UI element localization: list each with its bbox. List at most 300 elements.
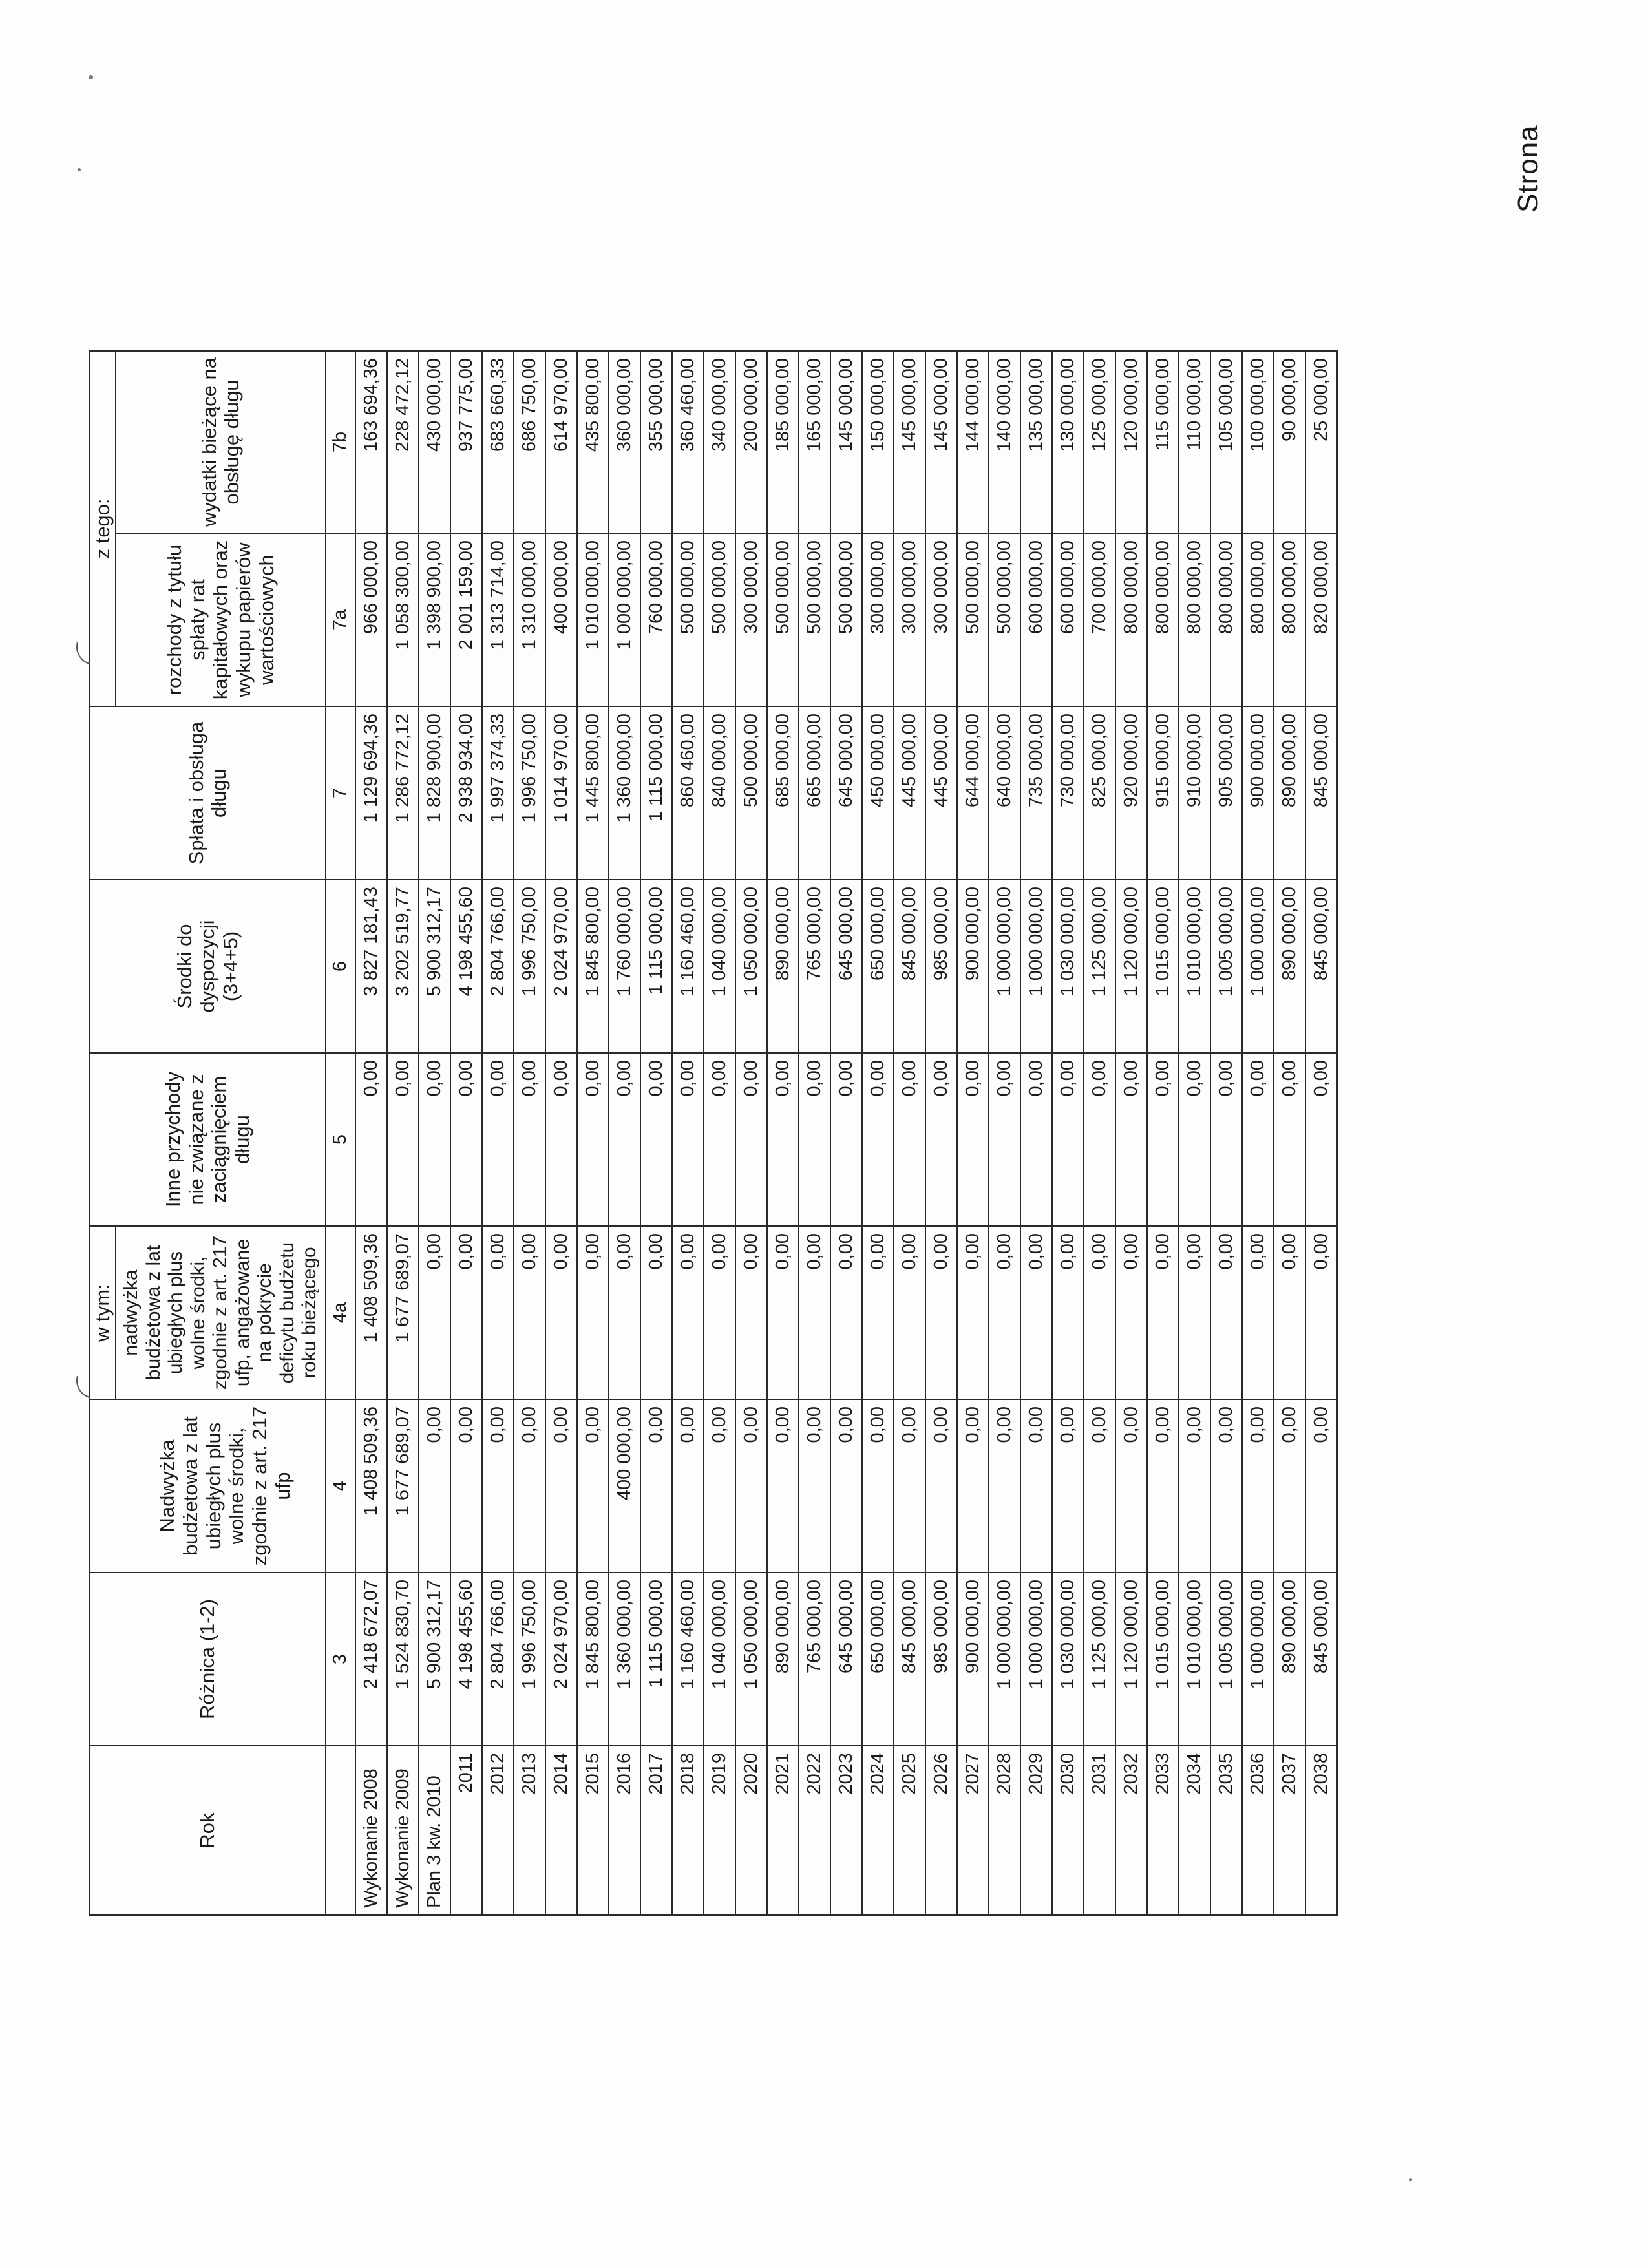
scan-speck (89, 75, 93, 79)
cell-wydatki: 125 000,00 (1084, 351, 1115, 533)
cell-splata: 1 360 000,00 (609, 706, 640, 880)
cell-srodki: 1 015 000,00 (1147, 880, 1179, 1053)
cell-roznica: 900 000,00 (957, 1573, 989, 1746)
cell-roznica: 1 996 750,00 (514, 1573, 545, 1746)
cell-inne-przychody: 0,00 (387, 1053, 419, 1226)
cell-nadwyzka-4a: 0,00 (672, 1226, 704, 1399)
cell-nadwyzka: 0,00 (577, 1399, 609, 1573)
column-number-row (326, 351, 355, 1915)
cell-nadwyzka: 0,00 (419, 1399, 450, 1573)
table-row (577, 351, 609, 1915)
cell-rok: 2011 (450, 1746, 482, 1915)
cell-rozchody: 600 000,00 (1020, 533, 1052, 706)
cell-wydatki: 150 000,00 (862, 351, 894, 533)
table-header (90, 351, 355, 1915)
cell-inne-przychody: 0,00 (640, 1053, 672, 1226)
cell-srodki: 985 000,00 (925, 880, 957, 1053)
cell-srodki: 1 005 000,00 (1210, 880, 1242, 1053)
table-row (355, 351, 387, 1915)
cell-rozchody: 800 000,00 (1147, 533, 1179, 706)
cell-roznica: 1 845 800,00 (577, 1573, 609, 1746)
cell-rozchody: 1 010 000,00 (577, 533, 609, 706)
cell-rok: 2019 (704, 1746, 735, 1915)
cell-wydatki: 937 775,00 (450, 351, 482, 533)
cell-inne-przychody: 0,00 (1179, 1053, 1210, 1226)
cell-nadwyzka-4a: 0,00 (767, 1226, 799, 1399)
cell-splata: 1 115 000,00 (640, 706, 672, 880)
cell-inne-przychody: 0,00 (482, 1053, 514, 1226)
cell-wydatki: 110 000,00 (1179, 351, 1210, 533)
cell-roznica: 1 000 000,00 (1020, 1573, 1052, 1746)
cell-roznica: 1 015 000,00 (1147, 1573, 1179, 1746)
cell-roznica: 1 050 000,00 (735, 1573, 767, 1746)
table-row (862, 351, 894, 1915)
cell-wydatki: 145 000,00 (925, 351, 957, 533)
table-row (989, 351, 1020, 1915)
cell-inne-przychody: 0,00 (957, 1053, 989, 1226)
cell-rok: 2028 (989, 1746, 1020, 1915)
cell-srodki: 1 040 000,00 (704, 880, 735, 1053)
cell-rozchody: 500 000,00 (957, 533, 989, 706)
cell-nadwyzka: 0,00 (672, 1399, 704, 1573)
header-roznica: Różnica (1-2) (90, 1573, 326, 1746)
cell-rozchody: 800 000,00 (1115, 533, 1147, 706)
table-row (799, 351, 830, 1915)
cell-nadwyzka: 0,00 (1147, 1399, 1179, 1573)
cell-inne-przychody: 0,00 (450, 1053, 482, 1226)
cell-rok: 2015 (577, 1746, 609, 1915)
cell-rozchody: 500 000,00 (704, 533, 735, 706)
cell-rok: 2024 (862, 1746, 894, 1915)
table-row (1115, 351, 1147, 1915)
cell-srodki: 1 160 460,00 (672, 880, 704, 1053)
cell-splata: 685 000,00 (767, 706, 799, 880)
cell-nadwyzka: 0,00 (894, 1399, 925, 1573)
cell-nadwyzka-4a: 0,00 (704, 1226, 735, 1399)
cell-splata: 445 000,00 (894, 706, 925, 880)
cell-srodki: 1 845 800,00 (577, 880, 609, 1053)
cell-rozchody: 800 000,00 (1274, 533, 1305, 706)
cell-inne-przychody: 0,00 (672, 1053, 704, 1226)
cell-wydatki: 200 000,00 (735, 351, 767, 533)
table-row (387, 351, 419, 1915)
table-body (355, 351, 1337, 1915)
cell-splata: 665 000,00 (799, 706, 830, 880)
cell-rozchody: 966 000,00 (355, 533, 387, 706)
cell-rozchody: 1 058 300,00 (387, 533, 419, 706)
cell-rozchody: 2 001 159,00 (450, 533, 482, 706)
cell-nadwyzka: 0,00 (830, 1399, 862, 1573)
cell-wydatki: 90 000,00 (1274, 351, 1305, 533)
cell-wydatki: 686 750,00 (514, 351, 545, 533)
cell-splata: 1 997 374,33 (482, 706, 514, 880)
cell-rozchody: 800 000,00 (1179, 533, 1210, 706)
cell-rozchody: 1 398 900,00 (419, 533, 450, 706)
cell-rok: 2032 (1115, 1746, 1147, 1915)
cell-roznica: 645 000,00 (830, 1573, 862, 1746)
column-number: 7b (326, 351, 355, 533)
cell-roznica: 1 010 000,00 (1179, 1573, 1210, 1746)
cell-nadwyzka-4a: 0,00 (1274, 1226, 1305, 1399)
cell-srodki: 3 827 181,43 (355, 880, 387, 1053)
cell-nadwyzka-4a: 0,00 (450, 1226, 482, 1399)
cell-rok: 2033 (1147, 1746, 1179, 1915)
cell-nadwyzka: 0,00 (1052, 1399, 1084, 1573)
table-row (957, 351, 989, 1915)
cell-rok: 2023 (830, 1746, 862, 1915)
cell-splata: 1 828 900,00 (419, 706, 450, 880)
cell-inne-przychody: 0,00 (925, 1053, 957, 1226)
cell-nadwyzka-4a: 0,00 (735, 1226, 767, 1399)
cell-srodki: 5 900 312,17 (419, 880, 450, 1053)
cell-roznica: 1 115 000,00 (640, 1573, 672, 1746)
cell-rok: 2012 (482, 1746, 514, 1915)
cell-rok: 2035 (1210, 1746, 1242, 1915)
cell-splata: 840 000,00 (704, 706, 735, 880)
cell-rok: 2036 (1242, 1746, 1274, 1915)
cell-srodki: 1 010 000,00 (1179, 880, 1210, 1053)
cell-wydatki: 185 000,00 (767, 351, 799, 533)
cell-rok: 2031 (1084, 1746, 1115, 1915)
cell-rozchody: 600 000,00 (1052, 533, 1084, 706)
cell-srodki: 1 760 000,00 (609, 880, 640, 1053)
table-row (419, 351, 450, 1915)
cell-nadwyzka: 0,00 (767, 1399, 799, 1573)
cell-nadwyzka: 0,00 (925, 1399, 957, 1573)
cell-splata: 450 000,00 (862, 706, 894, 880)
cell-srodki: 900 000,00 (957, 880, 989, 1053)
cell-rok: Wykonanie 2008 (355, 1746, 387, 1915)
cell-nadwyzka: 0,00 (799, 1399, 830, 1573)
cell-nadwyzka-4a: 0,00 (1305, 1226, 1337, 1399)
cell-srodki: 3 202 519,77 (387, 880, 419, 1053)
cell-inne-przychody: 0,00 (1115, 1053, 1147, 1226)
cell-nadwyzka: 0,00 (735, 1399, 767, 1573)
cell-nadwyzka-4a: 0,00 (640, 1226, 672, 1399)
cell-roznica: 1 120 000,00 (1115, 1573, 1147, 1746)
cell-nadwyzka: 0,00 (1020, 1399, 1052, 1573)
cell-rozchody: 300 000,00 (894, 533, 925, 706)
column-number: 7 (326, 706, 355, 880)
cell-roznica: 890 000,00 (767, 1573, 799, 1746)
cell-roznica: 985 000,00 (925, 1573, 957, 1746)
cell-rok: 2029 (1020, 1746, 1052, 1915)
table-row (925, 351, 957, 1915)
cell-rozchody: 820 000,00 (1305, 533, 1337, 706)
cell-inne-przychody: 0,00 (1084, 1053, 1115, 1226)
cell-rok: 2027 (957, 1746, 989, 1915)
cell-rozchody: 800 000,00 (1242, 533, 1274, 706)
cell-nadwyzka-4a: 0,00 (1147, 1226, 1179, 1399)
cell-rok: 2022 (799, 1746, 830, 1915)
cell-inne-przychody: 0,00 (355, 1053, 387, 1226)
header-rok: Rok (90, 1746, 326, 1915)
cell-nadwyzka-4a: 0,00 (577, 1226, 609, 1399)
cell-nadwyzka-4a: 0,00 (609, 1226, 640, 1399)
table-row (640, 351, 672, 1915)
cell-inne-przychody: 0,00 (799, 1053, 830, 1226)
cell-nadwyzka-4a: 0,00 (830, 1226, 862, 1399)
cell-wydatki: 130 000,00 (1052, 351, 1084, 533)
cell-inne-przychody: 0,00 (1147, 1053, 1179, 1226)
cell-inne-przychody: 0,00 (704, 1053, 735, 1226)
cell-inne-przychody: 0,00 (514, 1053, 545, 1226)
cell-srodki: 1 000 000,00 (1020, 880, 1052, 1053)
cell-wydatki: 340 000,00 (704, 351, 735, 533)
cell-rozchody: 300 000,00 (925, 533, 957, 706)
cell-nadwyzka-4a: 1 408 509,36 (355, 1226, 387, 1399)
cell-nadwyzka: 0,00 (1179, 1399, 1210, 1573)
cell-roznica: 1 524 830,70 (387, 1573, 419, 1746)
cell-splata: 900 000,00 (1242, 706, 1274, 880)
cell-nadwyzka-4a: 0,00 (989, 1226, 1020, 1399)
cell-roznica: 890 000,00 (1274, 1573, 1305, 1746)
cell-splata: 910 000,00 (1179, 706, 1210, 880)
cell-wydatki: 165 000,00 (799, 351, 830, 533)
cell-wydatki: 430 000,00 (419, 351, 450, 533)
cell-rok: 2038 (1305, 1746, 1337, 1915)
cell-rok: 2018 (672, 1746, 704, 1915)
cell-splata: 645 000,00 (830, 706, 862, 880)
cell-roznica: 2 804 766,00 (482, 1573, 514, 1746)
cell-nadwyzka: 0,00 (862, 1399, 894, 1573)
cell-nadwyzka: 0,00 (1305, 1399, 1337, 1573)
cell-rozchody: 500 000,00 (672, 533, 704, 706)
cell-inne-przychody: 0,00 (609, 1053, 640, 1226)
cell-nadwyzka-4a: 0,00 (1084, 1226, 1115, 1399)
cell-nadwyzka-4a: 0,00 (1242, 1226, 1274, 1399)
cell-splata: 730 000,00 (1052, 706, 1084, 880)
cell-srodki: 4 198 455,60 (450, 880, 482, 1053)
cell-rok: 2034 (1179, 1746, 1210, 1915)
table-row (767, 351, 799, 1915)
cell-rok: 2014 (545, 1746, 577, 1915)
cell-nadwyzka-4a: 0,00 (925, 1226, 957, 1399)
cell-splata: 445 000,00 (925, 706, 957, 880)
cell-roznica: 1 005 000,00 (1210, 1573, 1242, 1746)
header-w-tym: w tym: (90, 1226, 116, 1399)
page-footer (1512, 0, 1545, 213)
cell-nadwyzka-4a: 0,00 (1052, 1226, 1084, 1399)
page-label: Strona (1512, 125, 1544, 213)
cell-srodki: 1 125 000,00 (1084, 880, 1115, 1053)
cell-inne-przychody: 0,00 (830, 1053, 862, 1226)
cell-nadwyzka: 0,00 (957, 1399, 989, 1573)
cell-wydatki: 100 000,00 (1242, 351, 1274, 533)
cell-roznica: 2 418 672,07 (355, 1573, 387, 1746)
cell-roznica: 4 198 455,60 (450, 1573, 482, 1746)
cell-wydatki: 145 000,00 (894, 351, 925, 533)
cell-roznica: 1 000 000,00 (1242, 1573, 1274, 1746)
cell-nadwyzka: 0,00 (450, 1399, 482, 1573)
cell-splata: 735 000,00 (1020, 706, 1052, 880)
header-wydatki: wydatki bieżące na obsługę długu (116, 351, 326, 533)
cell-nadwyzka: 400 000,00 (609, 1399, 640, 1573)
cell-nadwyzka-4a: 0,00 (1210, 1226, 1242, 1399)
cell-wydatki: 163 694,36 (355, 351, 387, 533)
table-row (1242, 351, 1274, 1915)
cell-splata: 825 000,00 (1084, 706, 1115, 880)
cell-inne-przychody: 0,00 (989, 1053, 1020, 1226)
table-row (609, 351, 640, 1915)
cell-splata: 644 000,00 (957, 706, 989, 880)
cell-inne-przychody: 0,00 (767, 1053, 799, 1226)
cell-rok: 2020 (735, 1746, 767, 1915)
cell-wydatki: 360 000,00 (609, 351, 640, 533)
table-row (704, 351, 735, 1915)
cell-roznica: 2 024 970,00 (545, 1573, 577, 1746)
table-row (1052, 351, 1084, 1915)
cell-srodki: 1 000 000,00 (989, 880, 1020, 1053)
cell-inne-przychody: 0,00 (1052, 1053, 1084, 1226)
cell-inne-przychody: 0,00 (1210, 1053, 1242, 1226)
cell-wydatki: 115 000,00 (1147, 351, 1179, 533)
cell-rozchody: 1 313 714,00 (482, 533, 514, 706)
table-row (830, 351, 862, 1915)
cell-nadwyzka: 0,00 (1084, 1399, 1115, 1573)
cell-nadwyzka: 1 408 509,36 (355, 1399, 387, 1573)
cell-splata: 640 000,00 (989, 706, 1020, 880)
cell-rozchody: 500 000,00 (989, 533, 1020, 706)
cell-nadwyzka: 0,00 (1115, 1399, 1147, 1573)
cell-nadwyzka-4a: 0,00 (1115, 1226, 1147, 1399)
cell-nadwyzka-4a: 0,00 (957, 1226, 989, 1399)
header-splata: Spłata i obsługa długu (90, 706, 326, 880)
cell-nadwyzka-4a: 0,00 (1020, 1226, 1052, 1399)
cell-splata: 860 460,00 (672, 706, 704, 880)
cell-rok: 2037 (1274, 1746, 1305, 1915)
cell-splata: 1 014 970,00 (545, 706, 577, 880)
table-row (1305, 351, 1337, 1915)
cell-roznica: 1 000 000,00 (989, 1573, 1020, 1746)
cell-nadwyzka: 0,00 (1242, 1399, 1274, 1573)
cell-splata: 845 000,00 (1305, 706, 1337, 880)
cell-inne-przychody: 0,00 (862, 1053, 894, 1226)
cell-roznica: 765 000,00 (799, 1573, 830, 1746)
column-number: 5 (326, 1053, 355, 1226)
cell-nadwyzka: 0,00 (545, 1399, 577, 1573)
cell-inne-przychody: 0,00 (735, 1053, 767, 1226)
cell-rozchody: 500 000,00 (799, 533, 830, 706)
cell-roznica: 1 125 000,00 (1084, 1573, 1115, 1746)
table-row (672, 351, 704, 1915)
cell-srodki: 890 000,00 (1274, 880, 1305, 1053)
cell-rozchody: 500 000,00 (830, 533, 862, 706)
cell-wydatki: 105 000,00 (1210, 351, 1242, 533)
cell-srodki: 1 115 000,00 (640, 880, 672, 1053)
table-row (545, 351, 577, 1915)
table-row (735, 351, 767, 1915)
cell-wydatki: 25 000,00 (1305, 351, 1337, 533)
table-row (1147, 351, 1179, 1915)
cell-roznica: 1 160 460,00 (672, 1573, 704, 1746)
cell-wydatki: 145 000,00 (830, 351, 862, 533)
table-row (894, 351, 925, 1915)
cell-wydatki: 614 970,00 (545, 351, 577, 533)
cell-rozchody: 700 000,00 (1084, 533, 1115, 706)
cell-srodki: 1 996 750,00 (514, 880, 545, 1053)
cell-rok: Wykonanie 2009 (387, 1746, 419, 1915)
cell-wydatki: 228 472,12 (387, 351, 419, 533)
table-row (1274, 351, 1305, 1915)
cell-rok: 2030 (1052, 1746, 1084, 1915)
cell-wydatki: 435 800,00 (577, 351, 609, 533)
cell-splata: 1 286 772,12 (387, 706, 419, 880)
cell-inne-przychody: 0,00 (1242, 1053, 1274, 1226)
cell-wydatki: 140 000,00 (989, 351, 1020, 533)
cell-rozchody: 800 000,00 (1210, 533, 1242, 706)
cell-srodki: 845 000,00 (1305, 880, 1337, 1053)
cell-wydatki: 355 000,00 (640, 351, 672, 533)
cell-roznica: 650 000,00 (862, 1573, 894, 1746)
cell-nadwyzka: 1 677 689,07 (387, 1399, 419, 1573)
cell-splata: 920 000,00 (1115, 706, 1147, 880)
cell-nadwyzka-4a: 1 677 689,07 (387, 1226, 419, 1399)
cell-splata: 2 938 934,00 (450, 706, 482, 880)
column-number: 4a (326, 1226, 355, 1399)
table-row (1179, 351, 1210, 1915)
cell-nadwyzka-4a: 0,00 (514, 1226, 545, 1399)
cell-rok: 2016 (609, 1746, 640, 1915)
cell-rozchody: 500 000,00 (767, 533, 799, 706)
cell-splata: 890 000,00 (1274, 706, 1305, 880)
table-row (1084, 351, 1115, 1915)
column-number: 4 (326, 1399, 355, 1573)
cell-nadwyzka-4a: 0,00 (862, 1226, 894, 1399)
cell-wydatki: 683 660,33 (482, 351, 514, 533)
header-z-tego: z tego: (90, 351, 116, 706)
cell-nadwyzka-4a: 0,00 (799, 1226, 830, 1399)
header-rozchody: rozchody z tytułu spłaty rat kapitałowych oraz wykupu papierów wartościowych (116, 533, 326, 706)
cell-rozchody: 300 000,00 (862, 533, 894, 706)
cell-srodki: 2 024 970,00 (545, 880, 577, 1053)
cell-inne-przychody: 0,00 (894, 1053, 925, 1226)
cell-rozchody: 1 310 000,00 (514, 533, 545, 706)
cell-inne-przychody: 0,00 (1274, 1053, 1305, 1226)
cell-rozchody: 300 000,00 (735, 533, 767, 706)
cell-inne-przychody: 0,00 (1305, 1053, 1337, 1226)
cell-inne-przychody: 0,00 (545, 1053, 577, 1226)
table-row (1020, 351, 1052, 1915)
cell-splata: 1 445 800,00 (577, 706, 609, 880)
cell-nadwyzka-4a: 0,00 (1179, 1226, 1210, 1399)
cell-splata: 500 000,00 (735, 706, 767, 880)
cell-roznica: 845 000,00 (894, 1573, 925, 1746)
cell-srodki: 2 804 766,00 (482, 880, 514, 1053)
cell-rok: 2017 (640, 1746, 672, 1915)
cell-nadwyzka-4a: 0,00 (419, 1226, 450, 1399)
column-number: 6 (326, 880, 355, 1053)
cell-nadwyzka-4a: 0,00 (545, 1226, 577, 1399)
column-number: 7a (326, 533, 355, 706)
header-inne-przychody: Inne przychody nie związane z zaciągnięciem długu (90, 1053, 326, 1226)
debt-table (89, 350, 1338, 1916)
cell-srodki: 650 000,00 (862, 880, 894, 1053)
cell-rozchody: 400 000,00 (545, 533, 577, 706)
table-row (450, 351, 482, 1915)
header-nadwyzka: Nadwyżka budżetowa z lat ubiegłych plus wolne środki, zgodnie z art. 217 ufp (90, 1399, 326, 1573)
cell-rok: 2025 (894, 1746, 925, 1915)
cell-inne-przychody: 0,00 (419, 1053, 450, 1226)
cell-srodki: 1 120 000,00 (1115, 880, 1147, 1053)
table-row (514, 351, 545, 1915)
cell-roznica: 845 000,00 (1305, 1573, 1337, 1746)
cell-srodki: 765 000,00 (799, 880, 830, 1053)
cell-inne-przychody: 0,00 (1020, 1053, 1052, 1226)
cell-srodki: 1 030 000,00 (1052, 880, 1084, 1053)
cell-srodki: 1 000 000,00 (1242, 880, 1274, 1053)
cell-rok: 2021 (767, 1746, 799, 1915)
